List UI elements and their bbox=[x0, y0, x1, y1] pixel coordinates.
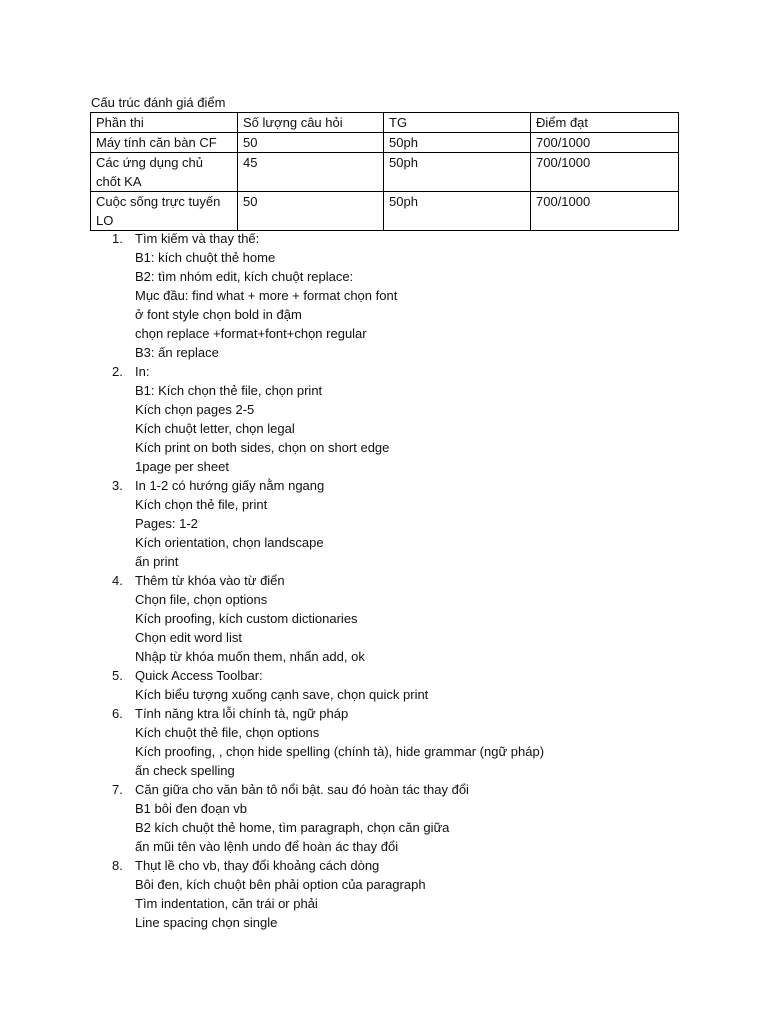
table-cell: 50 bbox=[238, 192, 384, 231]
list-item-heading: Quick Access Toolbar: bbox=[135, 668, 263, 683]
table-cell: 700/1000 bbox=[531, 192, 679, 231]
list-item bbox=[0, 571, 768, 666]
list-item-line: ấn check spelling bbox=[135, 763, 235, 778]
table-cell: 50ph bbox=[384, 192, 531, 231]
list-item-line: B2 kích chuột thẻ home, tìm paragraph, chọn căn giữa bbox=[135, 820, 450, 835]
table-cell: 50ph bbox=[384, 133, 531, 153]
cell-line: LO bbox=[96, 213, 114, 228]
list-item-line: Chọn edit word list bbox=[135, 630, 242, 645]
list-item-number: 3. bbox=[112, 478, 123, 493]
list-item-line: B3: ấn replace bbox=[135, 345, 219, 360]
table-row bbox=[91, 192, 679, 231]
list-item-line: Kích chuột thẻ file, chọn options bbox=[135, 725, 320, 740]
list-item-line: Kích print on both sides, chọn on short edge bbox=[135, 440, 390, 455]
list-item-line: Kích chọn thẻ file, print bbox=[135, 497, 268, 512]
list-item-line: ở font style chọn bold in đậm bbox=[135, 307, 302, 322]
list-item-line: B2: tìm nhóm edit, kích chuột replace: bbox=[135, 269, 354, 284]
list-item-line: Nhập từ khóa muốn them, nhấn add, ok bbox=[135, 649, 365, 664]
page-title: Cấu trúc đánh giá điểm bbox=[91, 95, 226, 110]
list-item bbox=[0, 856, 768, 932]
list-item-line: Pages: 1-2 bbox=[135, 516, 198, 531]
list-item-number: 6. bbox=[112, 706, 123, 721]
list-item-line: Line spacing chọn single bbox=[135, 915, 278, 930]
table-cell: 45 bbox=[238, 153, 384, 192]
list-item-number: 7. bbox=[112, 782, 123, 797]
table-cell: 700/1000 bbox=[531, 133, 679, 153]
table-header-cell: Phần thi bbox=[91, 113, 238, 133]
list-item-line: Kích chuột letter, chọn legal bbox=[135, 421, 295, 436]
list-item-number: 4. bbox=[112, 573, 123, 588]
list-item-number: 8. bbox=[112, 858, 123, 873]
cell-line: Cuộc sống trực tuyến bbox=[96, 194, 221, 209]
list-item-line: B1: kích chuột thẻ home bbox=[135, 250, 276, 265]
table-cell: 700/1000 bbox=[531, 153, 679, 192]
list-item-heading: Tính năng ktra lỗi chính tà, ngữ pháp bbox=[135, 706, 349, 721]
table-cell: 50ph bbox=[384, 153, 531, 192]
list-item-number: 1. bbox=[112, 231, 123, 246]
cell-line: chốt KA bbox=[96, 174, 142, 189]
list-item-line: ấn print bbox=[135, 554, 179, 569]
list-item-line: Kích orientation, chọn landscape bbox=[135, 535, 324, 550]
list-item-line: Kích proofing, , chọn hide spelling (chính tà), hide grammar (ngữ pháp) bbox=[135, 744, 545, 759]
list-item-line: Chọn file, chọn options bbox=[135, 592, 268, 607]
list-item bbox=[0, 704, 768, 780]
list-item bbox=[0, 229, 768, 362]
list-item bbox=[0, 362, 768, 476]
list-item-line: Bôi đen, kích chuột bên phải option của paragraph bbox=[135, 877, 426, 892]
list-item bbox=[0, 666, 768, 704]
cell-line: Các ứng dụng chủ bbox=[96, 155, 203, 170]
table-row bbox=[91, 153, 679, 192]
list-item bbox=[0, 476, 768, 571]
list-item-line: Mục đầu: find what + more + format chọn font bbox=[135, 288, 398, 303]
list-item-line: Tìm indentation, căn trái or phải bbox=[135, 896, 318, 911]
list-item-heading: Tìm kiếm và thay thế: bbox=[135, 231, 260, 246]
list-item-line: B1: Kích chọn thẻ file, chọn print bbox=[135, 383, 323, 398]
table-cell bbox=[91, 153, 238, 192]
table-header-row bbox=[91, 113, 679, 133]
list-item-heading: In 1-2 có hướng giấy nằm ngang bbox=[135, 478, 325, 493]
list-item-heading: Thụt lề cho vb, thay đổi khoảng cách dòng bbox=[135, 858, 380, 873]
instruction-list bbox=[0, 229, 768, 932]
list-item-number: 5. bbox=[112, 668, 123, 683]
table-header-cell: TG bbox=[384, 113, 531, 133]
score-structure-table bbox=[90, 112, 679, 231]
table-header-cell: Số lượng câu hỏi bbox=[238, 113, 384, 133]
table-header-cell: Điểm đạt bbox=[531, 113, 679, 133]
table-cell: Máy tính căn bàn CF bbox=[91, 133, 238, 153]
table-row bbox=[91, 133, 679, 153]
list-item-line: ấn mũi tên vào lệnh undo để hoàn ác thay đổi bbox=[135, 839, 399, 854]
list-item-heading: In: bbox=[135, 364, 150, 379]
list-item-line: Kích biểu tượng xuống cạnh save, chọn quick print bbox=[135, 687, 429, 702]
table-cell: 50 bbox=[238, 133, 384, 153]
list-item-line: chọn replace +format+font+chọn regular bbox=[135, 326, 367, 341]
list-item-heading: Thêm từ khóa vào từ điển bbox=[135, 573, 285, 588]
list-item-number: 2. bbox=[112, 364, 123, 379]
list-item-line: B1 bôi đen đoạn vb bbox=[135, 801, 248, 816]
list-item bbox=[0, 780, 768, 856]
list-item-line: Kích chọn pages 2-5 bbox=[135, 402, 255, 417]
list-item-line: 1page per sheet bbox=[135, 459, 229, 474]
table-cell bbox=[91, 192, 238, 231]
list-item-heading: Căn giữa cho văn bản tô nổi bật. sau đó hoàn tác thay đổi bbox=[135, 782, 469, 797]
list-item-line: Kích proofing, kích custom dictionaries bbox=[135, 611, 358, 626]
